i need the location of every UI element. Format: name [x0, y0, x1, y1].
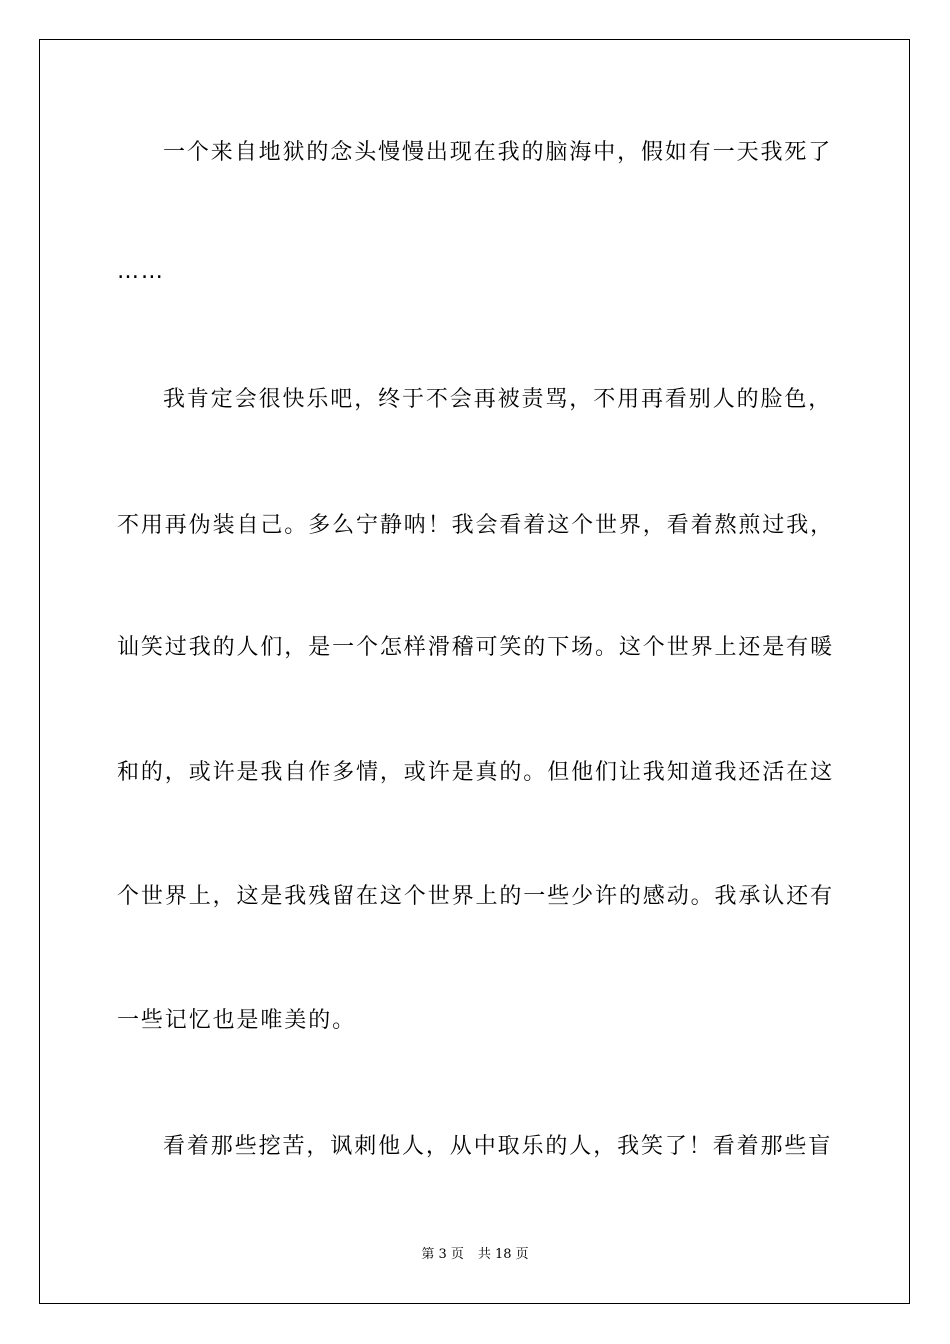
page-footer [0, 1247, 950, 1263]
text-line: 一些记忆也是唯美的。 [117, 1008, 357, 1033]
text-line: 个世界上，这是我残留在这个世界上的一些少许的感动。我承认还有 [117, 884, 835, 909]
text-line: 我肯定会很快乐吧，终于不会再被责骂，不用再看别人的脸色， [163, 387, 833, 412]
page-number: 第 3 页 [421, 1247, 464, 1262]
text-line: 和的，或许是我自作多情，或许是真的。但他们让我知道我还活在这 [117, 760, 835, 785]
text-line: 不用再伪装自己。多么宁静呐！我会看着这个世界，看着熬煎过我， [117, 513, 835, 538]
text-line: …… [117, 259, 165, 284]
text-line: 一个来自地狱的念头慢慢出现在我的脑海中，假如有一天我死了 [163, 140, 833, 165]
page-frame [39, 39, 910, 1304]
text-line: 讪笑过我的人们，是一个怎样滑稽可笑的下场。这个世界上还是有暖 [117, 635, 835, 660]
text-line: 看着那些挖苦，讽刺他人，从中取乐的人，我笑了！看着那些盲 [163, 1134, 833, 1159]
page-total: 共 18 页 [477, 1247, 529, 1262]
